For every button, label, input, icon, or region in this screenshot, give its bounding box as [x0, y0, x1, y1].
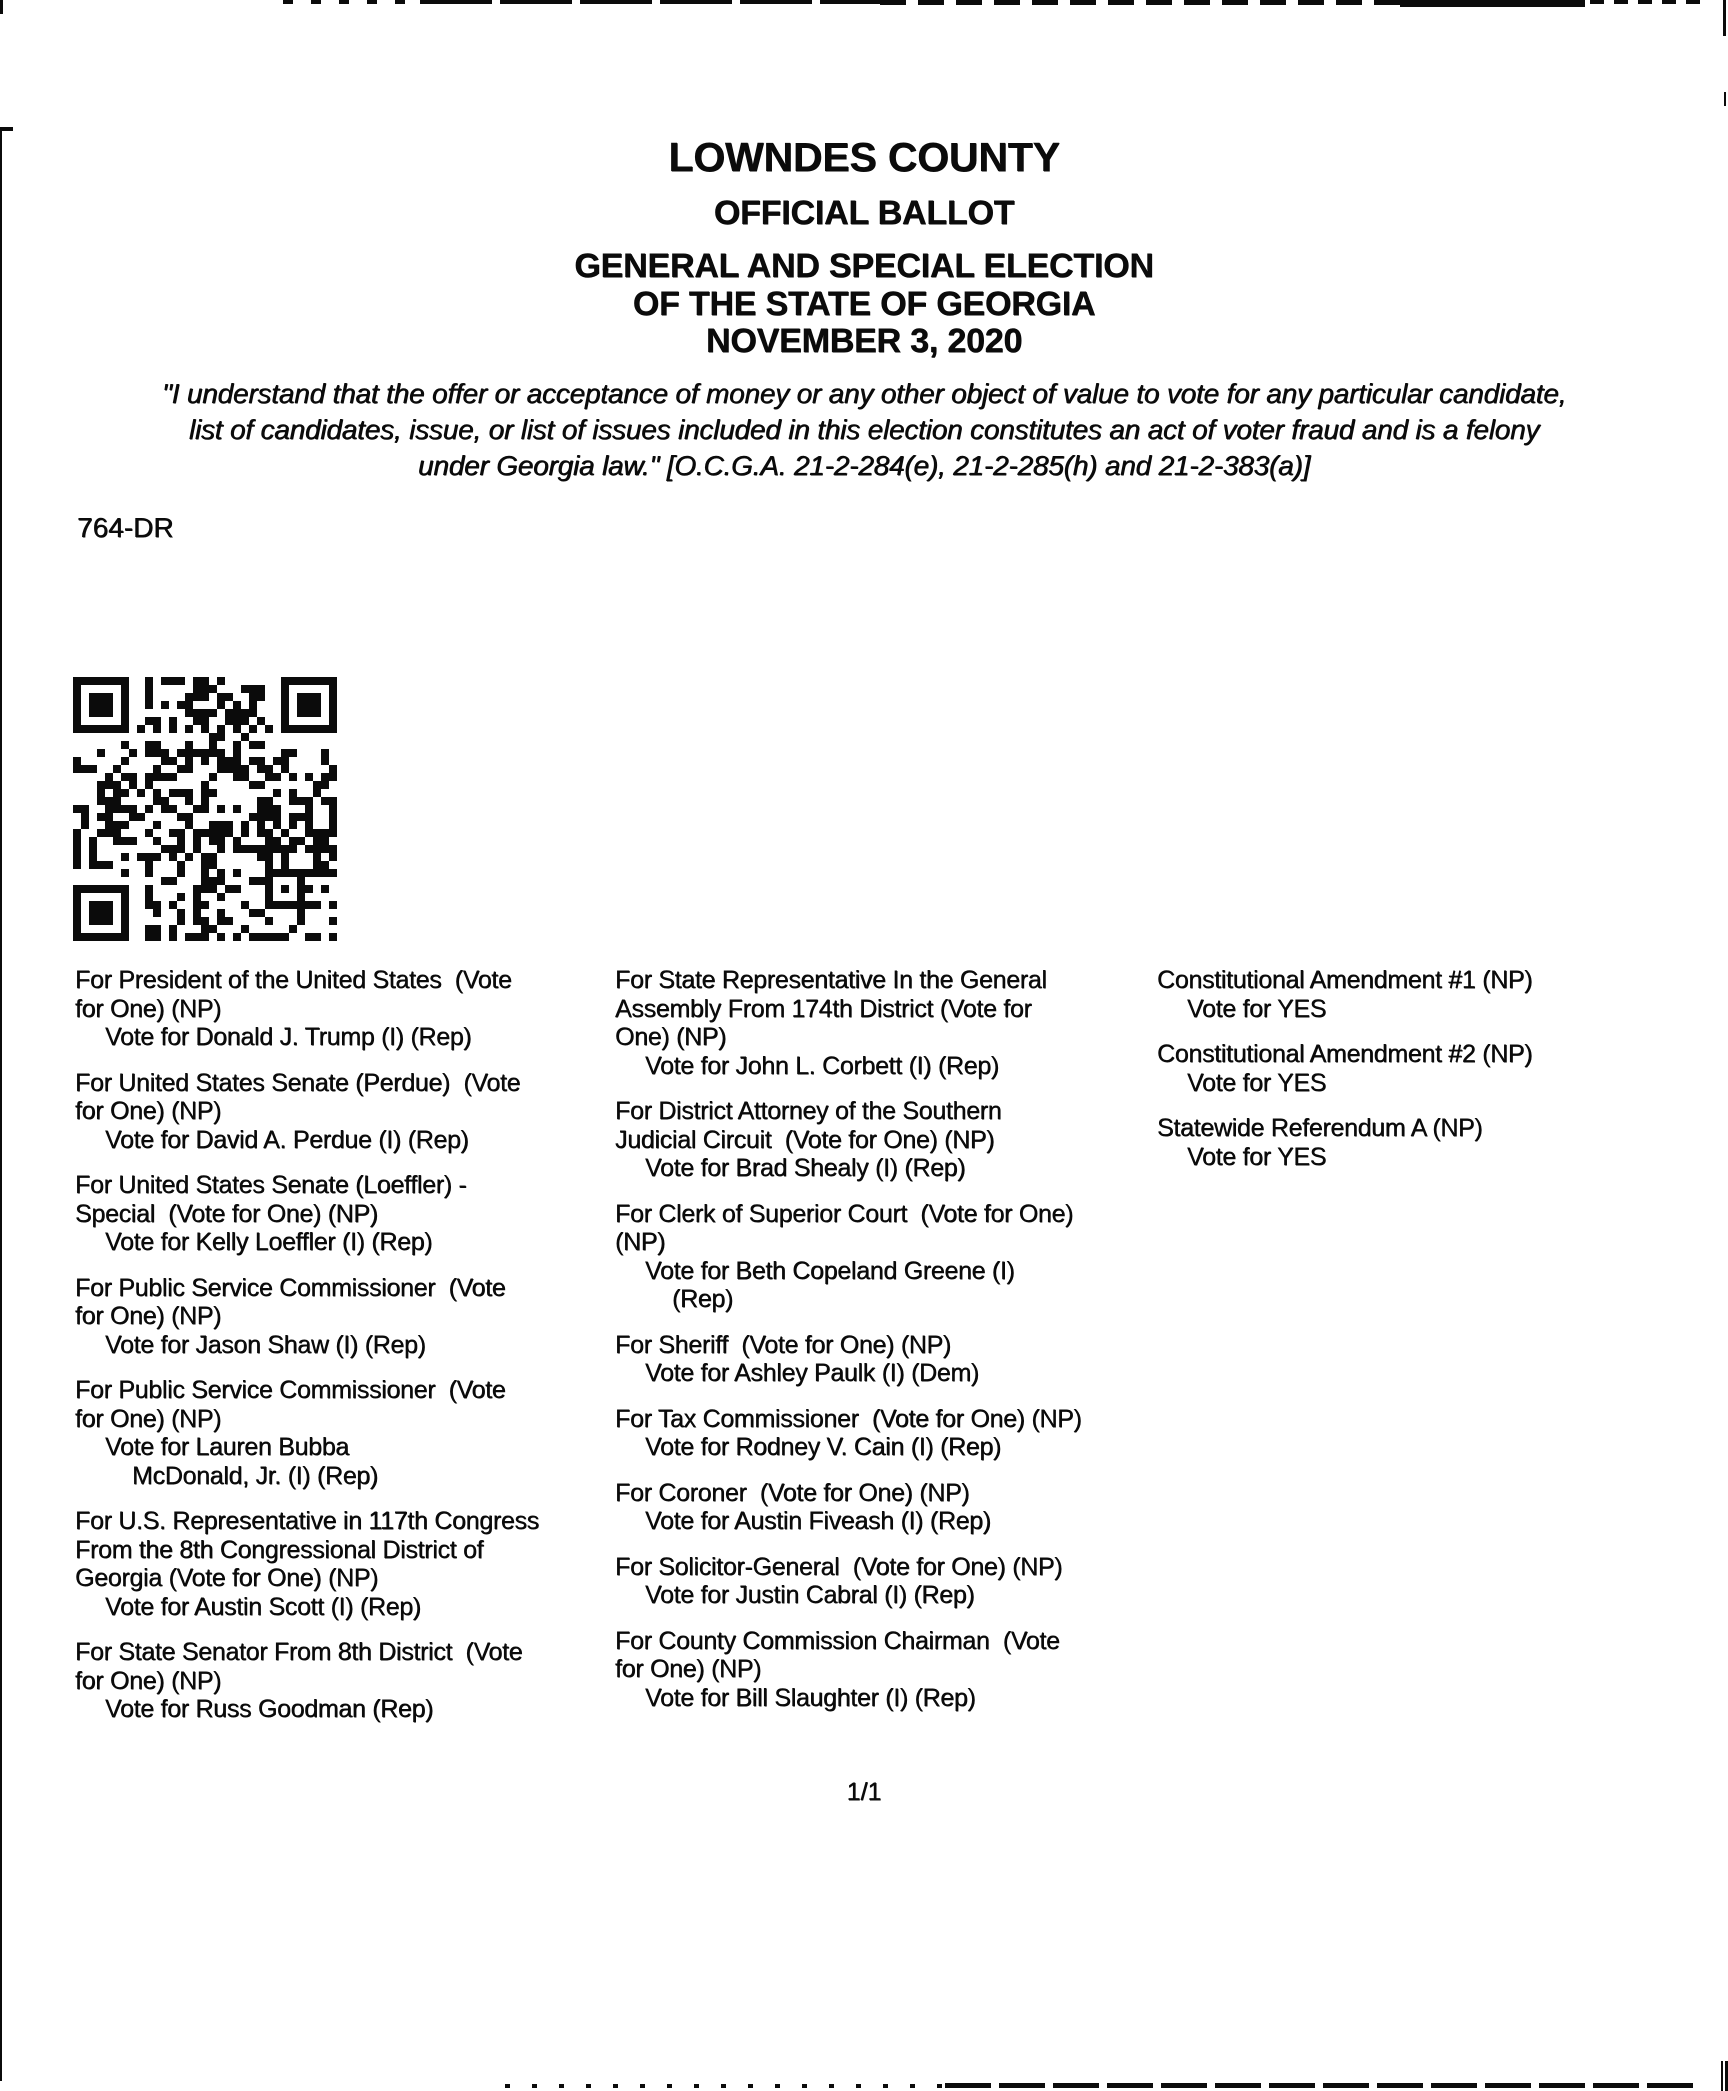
vote-line: (Rep): [672, 1285, 734, 1313]
contest-item: [1157, 966, 1657, 1023]
contest-item: [615, 1405, 1145, 1462]
scan-artifact-bottom-right: [1721, 2061, 1723, 2091]
contest-title-line: Special (Vote for One) (NP): [75, 1199, 378, 1228]
vote-line: Vote for Beth Copeland Greene (I): [645, 1256, 1015, 1285]
vote-line: Vote for Russ Goodman (Rep): [105, 1695, 434, 1723]
scan-artifact-top-dashes: [420, 0, 880, 4]
contest-title-line: For Public Service Commissioner (Vote: [75, 1273, 506, 1302]
election-title-line-2: OF THE STATE OF GEORGIA: [632, 285, 1096, 323]
contest-title-line: Georgia (Vote for One) (NP): [75, 1564, 379, 1592]
scan-artifact-right-tick: [1724, 92, 1726, 106]
contest-title-line: for One) (NP): [75, 1666, 222, 1695]
scan-artifact-top-bar: [1400, 0, 1585, 7]
scan-artifact-top-dashes: [283, 0, 420, 4]
contest-title-line: Statewide Referendum A (NP): [1157, 1114, 1483, 1142]
contest-item: [75, 1376, 590, 1490]
scan-artifact-bottom-dashes: [945, 2083, 1700, 2088]
contest-title-line: for One) (NP): [75, 994, 222, 1023]
contest-item: [1157, 1040, 1657, 1097]
contest-title-line: For Solicitor-General (Vote for One) (NP): [615, 1552, 1063, 1581]
vote-line: Vote for Austin Fiveash (I) (Rep): [645, 1507, 991, 1535]
contest-title-line: One) (NP): [615, 1023, 727, 1051]
vote-line: Vote for Bill Slaughter (I) (Rep): [645, 1683, 976, 1712]
contest-title-line: for One) (NP): [75, 1404, 222, 1433]
vote-line: Vote for Jason Shaw (I) (Rep): [105, 1330, 426, 1359]
contest-title-line: (NP): [615, 1228, 666, 1256]
scan-artifact-top-right: [1723, 0, 1726, 36]
vote-line: Vote for Ashley Paulk (I) (Dem): [645, 1359, 979, 1387]
scan-artifact-top-left: [0, 0, 3, 14]
contest-item: [1157, 1114, 1657, 1171]
scan-artifact-top-dashes: [1590, 0, 1702, 4]
contest-item: [615, 1553, 1145, 1610]
ballot-type: OFFICIAL BALLOT: [713, 194, 1015, 232]
contest-title-line: For District Attorney of the Southern: [615, 1097, 1002, 1125]
scan-artifact-top-dashes: [880, 0, 1400, 5]
contest-item: [615, 1200, 1145, 1314]
vote-line: Vote for Brad Shealy (I) (Rep): [645, 1154, 966, 1182]
contest-item: [75, 1507, 590, 1621]
qr-code: [73, 677, 337, 941]
vote-line: Vote for Austin Scott (I) (Rep): [105, 1592, 421, 1621]
contest-title-line: For President of the United States (Vote: [75, 966, 512, 994]
contest-title-line: For Sheriff (Vote for One) (NP): [615, 1330, 951, 1359]
disclaimer-line: under Georgia law." [O.C.G.A. 21-2-284(e), 21-2-285(h) and 21-2-383(a)]: [417, 450, 1311, 481]
contest-item: [615, 966, 1145, 1080]
vote-line: Vote for John L. Corbett (I) (Rep): [645, 1051, 999, 1080]
county-title: LOWNDES COUNTY: [668, 134, 1060, 180]
contest-item: [615, 1331, 1145, 1388]
contest-title-line: Constitutional Amendment #2 (NP): [1157, 1040, 1533, 1068]
contest-title-line: For Public Service Commissioner (Vote: [75, 1376, 506, 1404]
contest-title-line: For County Commission Chairman (Vote: [615, 1626, 1060, 1655]
contest-item: [615, 1479, 1145, 1536]
vote-line: Vote for David A. Perdue (I) (Rep): [105, 1125, 469, 1154]
contest-title-line: For State Senator From 8th District (Vote: [75, 1638, 523, 1666]
contest-title-line: Assembly From 174th District (Vote for: [615, 994, 1032, 1023]
vote-line: Vote for Lauren Bubba: [105, 1433, 349, 1461]
contest-item: [615, 1097, 1145, 1183]
precinct-code: 764-DR: [77, 512, 174, 543]
ballot-column-2: [615, 966, 1145, 1729]
voter-fraud-disclaimer: [0, 376, 1728, 484]
election-date: NOVEMBER 3, 2020: [705, 322, 1023, 360]
election-title-line-1: GENERAL AND SPECIAL ELECTION: [574, 247, 1154, 285]
contest-item: [75, 1171, 590, 1257]
contest-title-line: for One) (NP): [75, 1302, 222, 1330]
contest-item: [75, 1069, 590, 1155]
disclaimer-line: "I understand that the offer or acceptance of money or any other object of value to vote for any particular candidate,: [161, 378, 1567, 409]
contest-item: [75, 966, 590, 1052]
contest-item: [75, 1638, 590, 1724]
contest-title-line: For Clerk of Superior Court (Vote for One): [615, 1199, 1074, 1228]
contest-title-line: From the 8th Congressional District of: [75, 1535, 484, 1564]
vote-line: Vote for Donald J. Trump (I) (Rep): [105, 1023, 472, 1051]
vote-line: Vote for YES: [1187, 1142, 1327, 1171]
vote-line: Vote for Kelly Loeffler (I) (Rep): [105, 1228, 433, 1256]
vote-line: Vote for YES: [1187, 1068, 1327, 1097]
contest-title-line: For United States Senate (Loeffler) -: [75, 1171, 467, 1199]
contest-title-line: For Coroner (Vote for One) (NP): [615, 1478, 970, 1507]
ballot-column-3: [1157, 966, 1657, 1188]
vote-line: Vote for Justin Cabral (I) (Rep): [645, 1581, 975, 1609]
page-number: 1/1: [846, 1778, 882, 1806]
contest-title-line: Judicial Circuit (Vote for One) (NP): [615, 1125, 995, 1154]
contest-title-line: Constitutional Amendment #1 (NP): [1157, 966, 1533, 994]
vote-line: Vote for Rodney V. Cain (I) (Rep): [645, 1433, 1002, 1461]
contest-title-line: For United States Senate (Perdue) (Vote: [75, 1068, 521, 1097]
contest-title-line: for One) (NP): [75, 1097, 222, 1125]
vote-line: Vote for YES: [1187, 994, 1327, 1023]
contest-title-line: For State Representative In the General: [615, 966, 1047, 994]
disclaimer-line: list of candidates, issue, or list of issues included in this election constitutes an act of voter fraud and is a felony: [188, 414, 1540, 445]
contest-item: [75, 1274, 590, 1360]
contest-item: [615, 1627, 1145, 1713]
scan-artifact-bottom-dashes: [505, 2084, 945, 2088]
contest-title-line: For Tax Commissioner (Vote for One) (NP): [615, 1404, 1082, 1433]
ballot-column-1: [75, 966, 590, 1741]
vote-line: McDonald, Jr. (I) (Rep): [132, 1461, 378, 1490]
contest-title-line: for One) (NP): [615, 1655, 762, 1683]
contest-title-line: For U.S. Representative in 117th Congress: [75, 1507, 539, 1535]
